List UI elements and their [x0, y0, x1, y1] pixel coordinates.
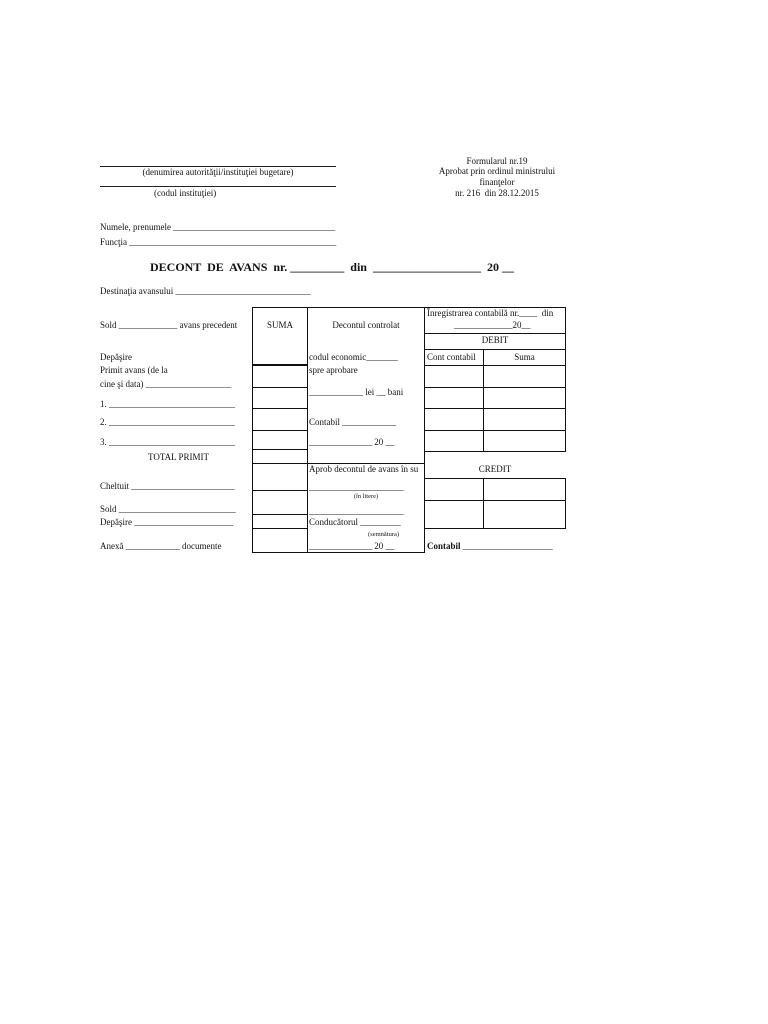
debit-line — [424, 349, 566, 350]
approval-date-field: ______________ 20 __ — [309, 541, 395, 551]
approval-line-1: Aprobat prin ordinul ministrului — [438, 166, 556, 176]
sum-cells-box — [252, 365, 308, 553]
overrun-2-label: Depăşire ______________________ — [100, 517, 234, 527]
sum-row-line — [252, 430, 308, 431]
amount-in-words-line: _____________________ — [309, 482, 404, 492]
institution-name-caption: (denumirea autorităţii/instituţiei bugetare) — [142, 167, 294, 177]
amount-field: ____________ lei __ bani — [309, 387, 404, 397]
signature-caption: (semnătura) — [368, 531, 400, 538]
debit-line — [424, 333, 566, 334]
registration-date: _____________20__ — [454, 320, 531, 330]
accountant-label: Contabil — [427, 541, 461, 551]
debit-account-column: Cont contabil — [427, 352, 476, 362]
debit-row-line — [424, 408, 566, 409]
credit-row-line — [424, 500, 566, 501]
item-3-label: 3. ____________________________ — [100, 437, 235, 447]
overrun-label: Depăşire — [100, 352, 132, 362]
sum-row-line — [252, 514, 308, 515]
approval-order: nr. 216 din 28.12.2015 — [455, 188, 539, 198]
control-accountant-field: Contabil ____________ — [309, 417, 397, 427]
institution-code-line — [100, 186, 336, 187]
debit-row-line — [424, 430, 566, 431]
sum-row-line — [252, 463, 308, 464]
amount-in-words-caption: (în litere) — [353, 493, 379, 500]
debit-sum-column: Suma — [514, 352, 535, 362]
sum-header: SUMA — [266, 320, 293, 330]
credit-column-divider — [483, 478, 484, 529]
for-approval-label: spre aprobare — [309, 365, 358, 375]
debit-row-line — [424, 387, 566, 388]
received-label-1: Primit avans (de la — [100, 365, 168, 375]
spent-label: Cheltuit _______________________ — [100, 481, 235, 491]
document-title: DECONT DE AVANS nr. _________ din __________________ 20 __ — [150, 260, 514, 274]
item-1-label: 1. ____________________________ — [100, 399, 235, 409]
accountant-line: ____________________ — [460, 541, 553, 551]
accountant-signature — [427, 541, 553, 552]
sum-row-line — [252, 449, 308, 450]
sum-row-line — [252, 490, 308, 491]
second-blank-line: _____________________ — [309, 506, 404, 516]
approve-label: Aprob decontul de avans în su — [309, 464, 419, 474]
debit-header: DEBIT — [481, 335, 509, 345]
total-received-label: TOTAL PRIMIT — [148, 452, 210, 462]
sum-header-box — [252, 307, 308, 365]
credit-header: CREDIT — [478, 464, 512, 474]
control-header: Decontul controlat — [332, 320, 400, 330]
received-label-2: cine şi data) ___________________ — [100, 379, 232, 389]
form-number: Formularul nr.19 — [466, 156, 528, 166]
sold-previous-label: Sold _____________ avans precedent — [100, 320, 238, 330]
annex-label: Anexă ____________ documente — [100, 541, 222, 551]
debit-column-divider — [483, 349, 484, 451]
credit-box — [424, 478, 566, 529]
item-2-label: 2. ____________________________ — [100, 417, 235, 427]
debit-row-line — [424, 365, 566, 366]
registration-label: Înregistrarea contabilă nr.____ din — [427, 308, 554, 318]
control-date-field: ______________ 20 __ — [309, 437, 395, 447]
sum-row-line — [252, 387, 308, 388]
approval-line-2: finanţelor — [479, 177, 515, 187]
function-field: Funcţia ______________________________________________ — [100, 237, 337, 247]
name-field: Numele, prenumele ____________________________________ — [100, 222, 336, 232]
destination-field: Destinaţia avansului ______________________________ — [100, 286, 311, 296]
sum-row-line — [252, 528, 308, 529]
manager-field: Conducătorul _________ — [309, 517, 401, 527]
institution-code-caption: (codul instituţiei) — [154, 188, 217, 198]
economic-code-field: codul economic_______ — [309, 352, 398, 362]
balance-label: Sold __________________________ — [100, 504, 236, 514]
sum-row-line — [252, 408, 308, 409]
